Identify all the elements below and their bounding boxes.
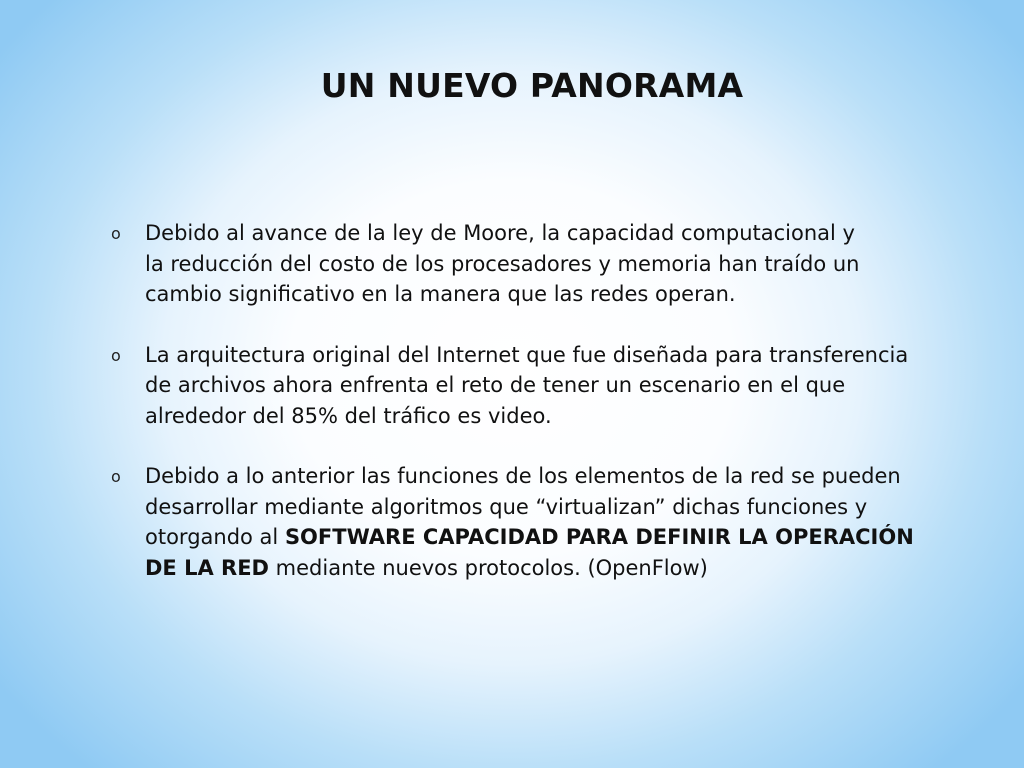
bullet-text-line: Debido al avance de la ley de Moore, la capacidad computacional y (145, 221, 855, 245)
bullet-marker-icon: o (111, 467, 121, 486)
bullet-item (111, 218, 1011, 310)
bullet-text-line: cambio significativo en la manera que las redes operan. (145, 282, 736, 306)
bullet-text-plain: otorgando al (145, 525, 285, 549)
bullet-text-line (145, 522, 1011, 553)
bullet-text-line: desarrollar mediante algoritmos que “virtualizan” dichas funciones y (145, 494, 868, 519)
bullet-text-line: de archivos ahora enfrenta el reto de tener un escenario en el que (145, 373, 846, 397)
bullet-list (111, 218, 1011, 613)
bullet-item (111, 461, 1011, 583)
bullet-marker-icon: o (111, 345, 121, 365)
bullet-item (111, 340, 1011, 432)
bullet-text-plain: mediante nuevos protocolos. (OpenFlow) (268, 555, 708, 580)
bullet-text-emphasis: DE LA RED (145, 555, 269, 580)
bullet-text-line: Debido a lo anterior las funciones de los elementos de la red se pueden (145, 464, 901, 488)
bullet-text-line (145, 553, 1011, 584)
bullet-text-line: la reducción del costo de los procesadores y memoria han traído un (145, 251, 860, 276)
slide-title: UN NUEVO PANORAMA (320, 66, 744, 105)
bullet-text-line: La arquitectura original del Internet que fue diseñada para transferencia (145, 342, 909, 367)
bullet-marker-icon: o (111, 224, 121, 243)
bullet-text-line: alrededor del 85% del tráfico es video. (145, 403, 552, 428)
bullet-text-emphasis: SOFTWARE CAPACIDAD PARA DEFINIR LA OPERACIÓN (284, 525, 914, 549)
